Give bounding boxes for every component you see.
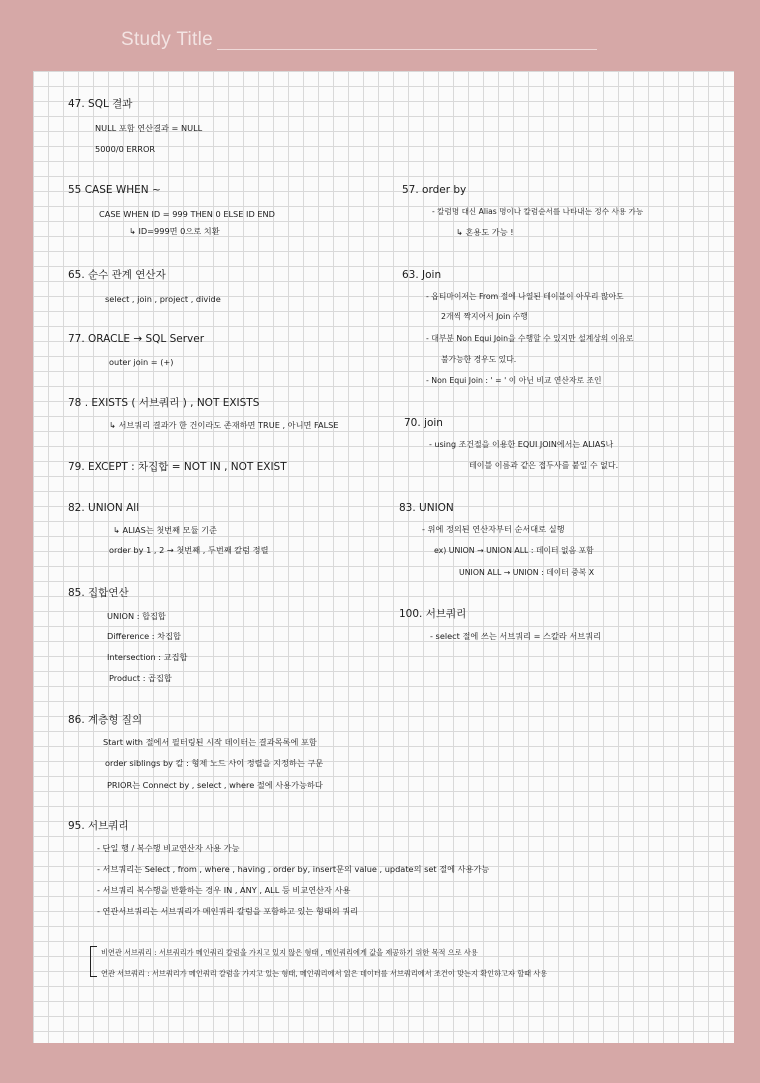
s82-title: 82. UNION All bbox=[68, 502, 140, 514]
s57-line2: ↳ 혼용도 가능 ! bbox=[456, 227, 514, 237]
s86-line2: order siblings by 칼 : 형제 노드 사이 정렬을 지정하는 구문 bbox=[105, 758, 324, 768]
s57-title: 57. order by bbox=[402, 184, 467, 196]
s70-line1: - using 조건절을 이용한 EQUI JOIN에서는 ALIAS나 bbox=[429, 440, 614, 449]
s55-line1: CASE WHEN ID = 999 THEN 0 ELSE ID END bbox=[99, 209, 275, 219]
s63-title: 63. Join bbox=[402, 269, 442, 281]
s57-line1: - 칼럼명 대신 Alias 명이나 칼럼순서를 나타내는 정수 사용 가능 bbox=[432, 207, 644, 216]
s95-title: 95. 서브쿼리 bbox=[68, 820, 129, 832]
s63-line1: - 옵티마이저는 From 절에 나열된 테이블이 아무리 많아도 bbox=[426, 292, 624, 301]
note-bracket bbox=[90, 946, 97, 977]
s82-line2: order by 1 , 2 → 첫번째 , 두번째 칼럼 정렬 bbox=[109, 545, 269, 555]
s95-item: - 연관서브쿼리는 서브쿼리가 메인쿼리 칼럼을 포함하고 있는 형태의 쿼리 bbox=[97, 906, 359, 916]
s65-title: 65. 순수 관계 연산자 bbox=[68, 269, 166, 281]
s79-title: 79. EXCEPT : 차집합 = NOT IN , NOT EXIST bbox=[68, 461, 287, 473]
s77-title: 77. ORACLE → SQL Server bbox=[68, 333, 205, 345]
s55-title: 55 CASE WHEN ~ bbox=[68, 184, 161, 196]
note-line1: 비연관 서브쿼리 : 서브쿼리가 메인쿼리 칼럼을 가지고 있지 않은 형태 , 메인쿼리에게 값을 제공하기 위한 목적 으로 사용 bbox=[101, 948, 478, 957]
s70-line2: 테이블 이름과 같은 접두사를 붙일 수 없다. bbox=[469, 461, 619, 470]
s65-line1: select , join , project , divide bbox=[105, 294, 221, 304]
s83-line1: - 위에 정의된 연산자부터 순서대로 실행 bbox=[422, 524, 565, 534]
s85-item: Difference : 차집합 bbox=[107, 631, 181, 641]
s100-line1: - select 절에 쓰는 서브쿼리 = 스칼라 서브쿼리 bbox=[430, 631, 601, 641]
s47-line1: NULL 포함 연산결과 = NULL bbox=[95, 123, 203, 133]
note-line2: 연관 서브쿼리 : 서브쿼리가 메인쿼리 칼럼을 가지고 있는 형태, 메인쿼리에서 읽은 데이터를 서브쿼리에서 조건이 맞는지 확인하고자 할때 사용 bbox=[101, 969, 548, 978]
s47-title: 47. SQL 결과 bbox=[68, 98, 133, 110]
s55-line2: ↳ ID=999면 0으로 치환 bbox=[129, 226, 220, 236]
s83-line2: ex) UNION → UNION ALL : 데이터 없음 포함 bbox=[434, 546, 594, 555]
s95-item: - 서브쿼리는 Select , from , where , having , order by, insert문의 value , update의 set 절에 사용가능 bbox=[97, 864, 490, 874]
s70-title: 70. join bbox=[404, 417, 443, 429]
grid-paper bbox=[33, 71, 734, 1043]
s86-line3: PRIOR는 Connect by , select , where 절에 사용가능하다 bbox=[107, 780, 323, 790]
s100-title: 100. 서브쿼리 bbox=[399, 608, 467, 620]
s63-line2: 2개씩 짝지어서 Join 수행 bbox=[441, 312, 528, 321]
s77-line1: outer join = (+) bbox=[109, 357, 174, 367]
s78-line1: ↳ 서브쿼리 결과가 한 건이라도 존재하면 TRUE , 아니면 FALSE bbox=[109, 420, 339, 430]
s63-line4: 불가능한 경우도 있다. bbox=[441, 355, 517, 364]
s85-item: Intersection : 교집합 bbox=[107, 652, 188, 662]
s63-line3: - 대부분 Non Equi Join을 수행할 수 있지만 설계상의 이유로 bbox=[426, 334, 634, 343]
s85-title: 85. 집합연산 bbox=[68, 587, 129, 599]
study-title: Study Title bbox=[121, 29, 214, 50]
s85-item: Product : 곱집합 bbox=[109, 673, 172, 683]
s95-item: - 단일 행 / 복수행 비교연산자 사용 가능 bbox=[97, 843, 240, 853]
s63-line5: - Non Equi Join : ' = ' 이 아닌 비교 연산자로 조인 bbox=[426, 376, 602, 385]
s85-item: UNION : 합집합 bbox=[107, 611, 166, 621]
s82-line1: ↳ ALIAS는 첫번째 모듈 기준 bbox=[113, 525, 217, 535]
s78-title: 78 . EXISTS ( 서브쿼리 ) , NOT EXISTS bbox=[68, 397, 260, 409]
s47-line2: 5000/0 ERROR bbox=[95, 144, 156, 154]
s83-line3: UNION ALL → UNION : 데이터 중복 X bbox=[459, 568, 595, 577]
s95-item: - 서브쿼리 복수행을 반환하는 경우 IN , ANY , ALL 등 비교연산자 사용 bbox=[97, 885, 351, 895]
s86-line1: Start with 절에서 필터링된 시작 데이터는 결과목록에 포함 bbox=[103, 737, 317, 747]
title-underline bbox=[217, 49, 597, 50]
s86-title: 86. 계층형 질의 bbox=[68, 714, 143, 726]
s83-title: 83. UNION bbox=[399, 502, 454, 514]
